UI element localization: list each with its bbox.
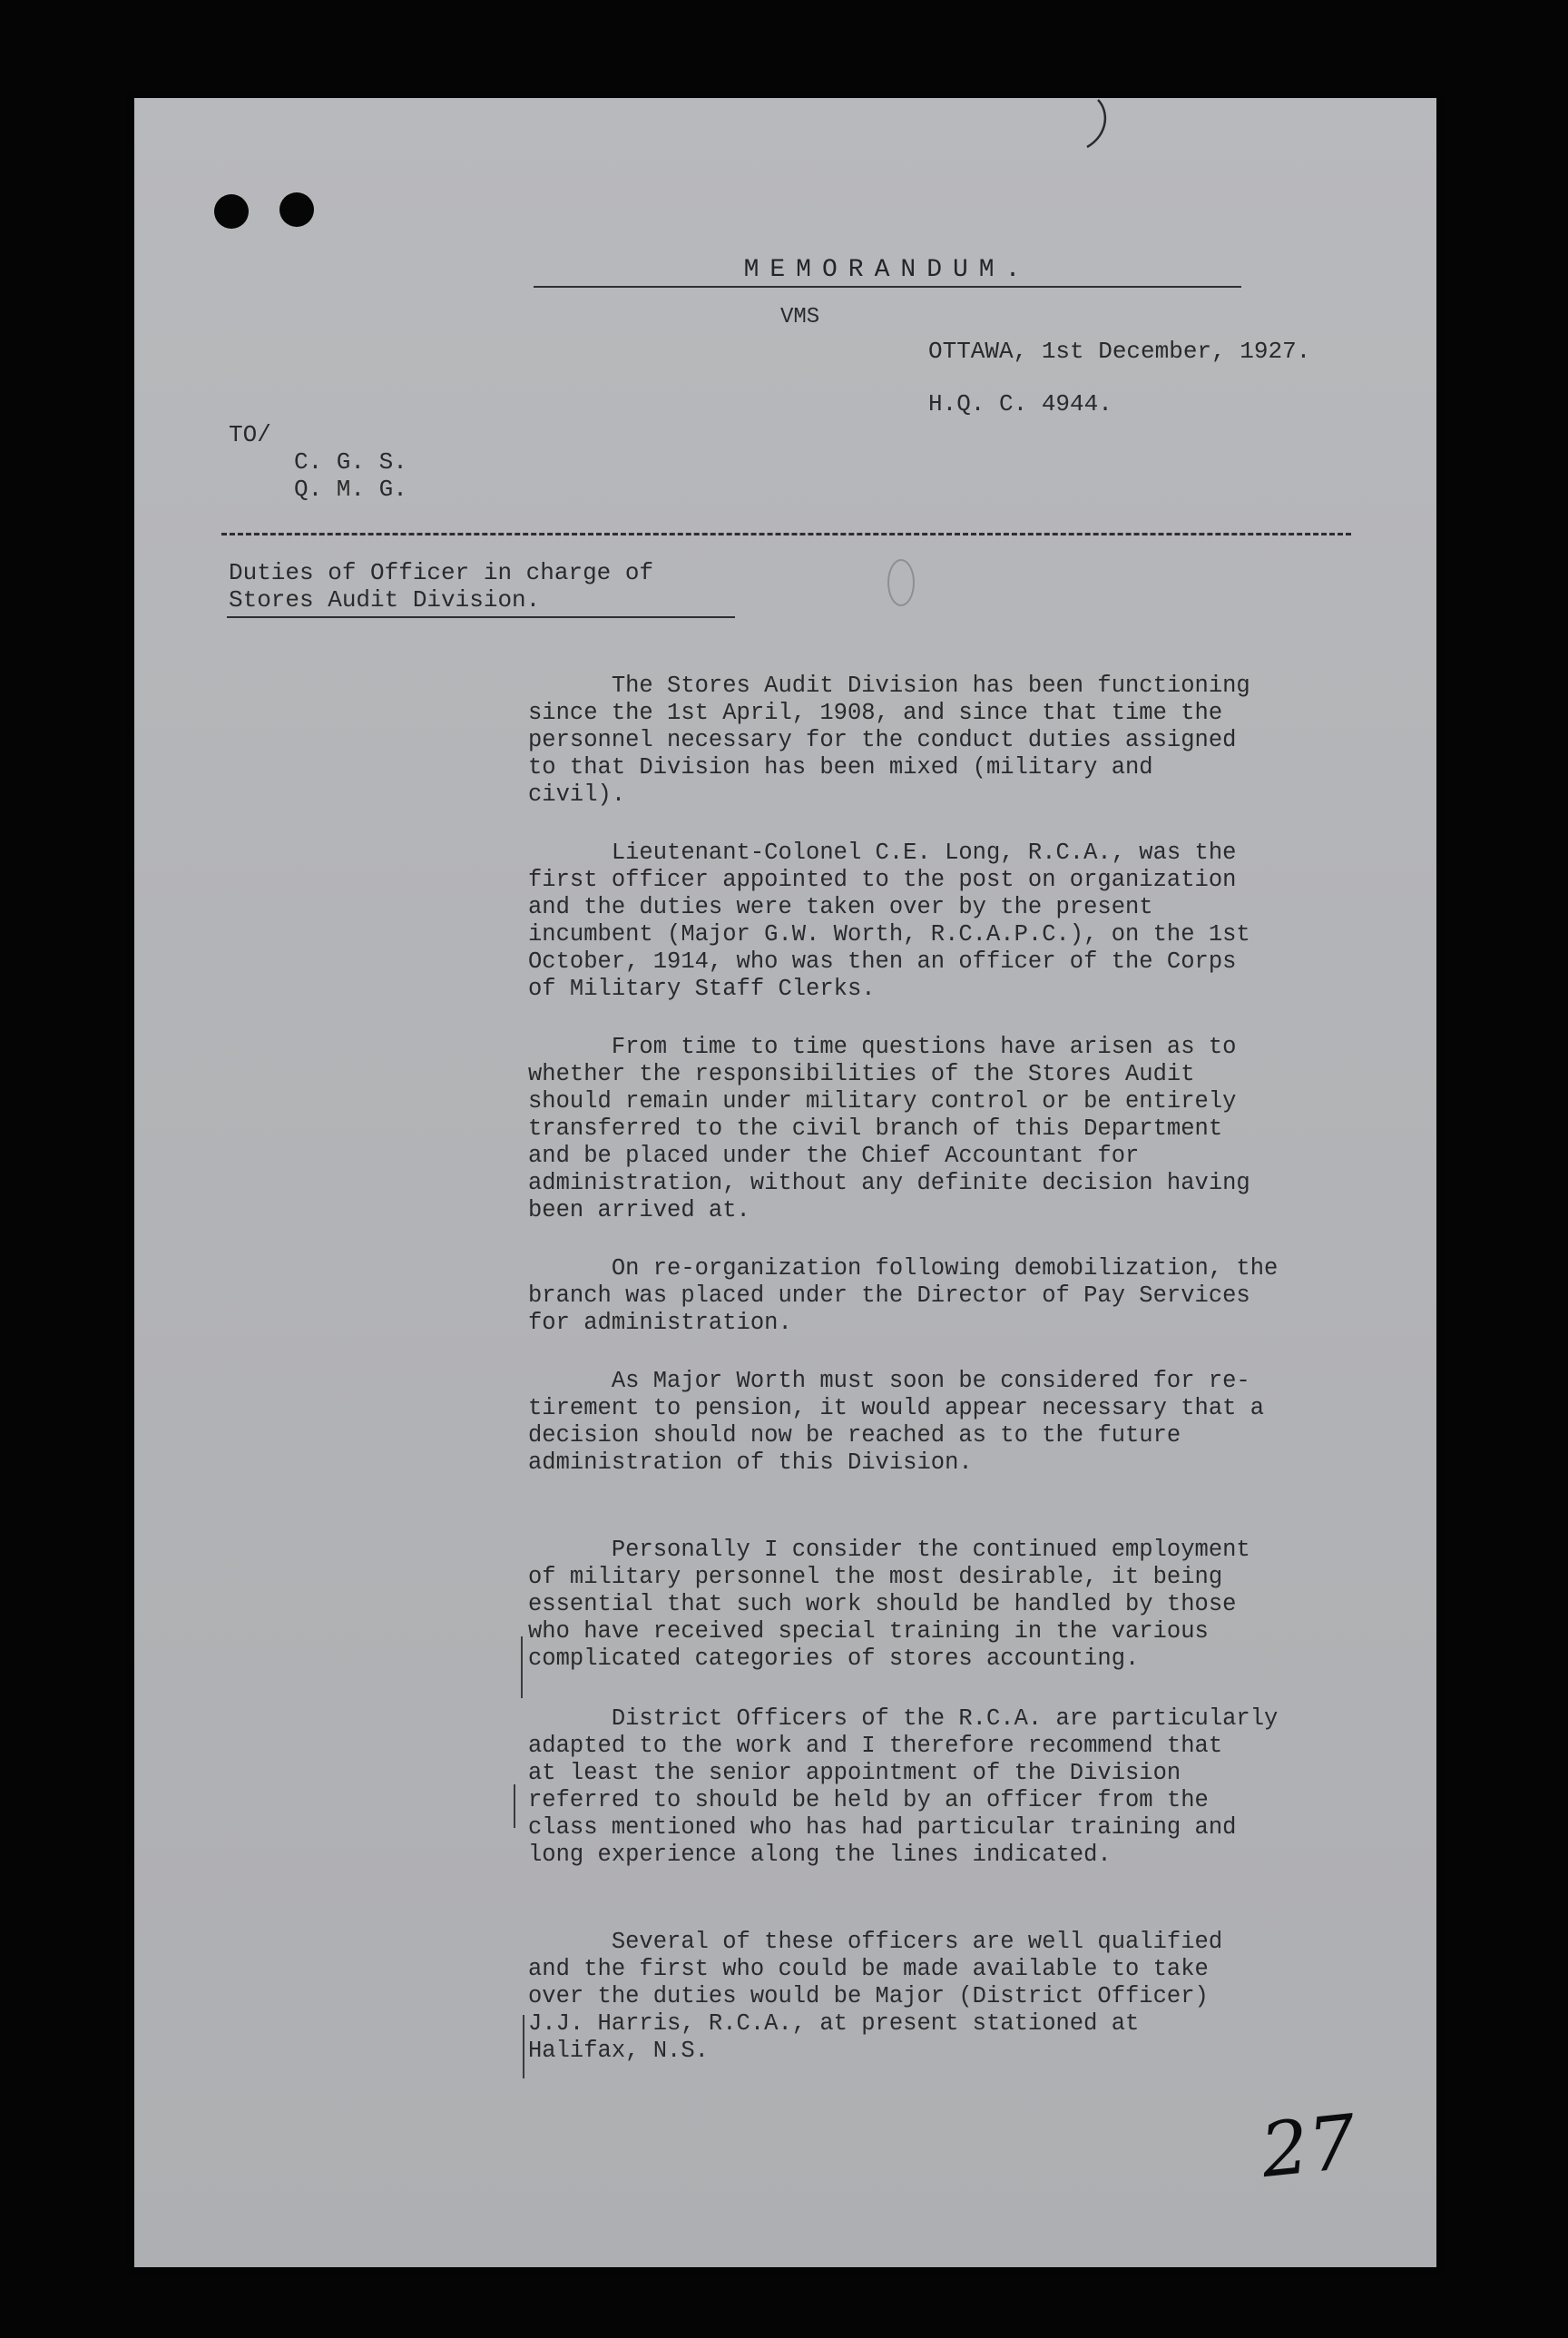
punch-hole	[279, 192, 314, 227]
body-paragraph: Lieutenant-Colonel C.E. Long, R.C.A., was the first officer appointed to the post on organization and the duties were taken over by the present incumbent (Major G.W. Worth, R.C.A.P.C.), on the 1st October, 1914, who was then an officer of the Corps of Military Staff Clerks.	[528, 840, 1250, 1002]
body-paragraph: From time to time questions have arisen as to whether the responsibilities of the Stores Audit should remain under military control or be entirely transferred to the civil branch of this Department and be placed under the Chief Accountant for administration, without any definite decision having been arrived at.	[528, 1034, 1250, 1223]
body-paragraph: Personally I consider the continued employment of military personnel the most desirable, it being essential that such work should be handled by those who have received special training in the various complicated categories of stores accounting.	[528, 1537, 1250, 1672]
pencil-mark	[1078, 98, 1132, 152]
typist-initials: VMS	[780, 305, 820, 329]
memo-page	[134, 98, 1436, 2267]
margin-mark	[523, 2015, 524, 2078]
body-paragraph: The Stores Audit Division has been functioning since the 1st April, 1908, and since that time the personnel necessary for the conduct duties assigned to that Division has been mixed (military and civil).	[528, 673, 1250, 808]
recipient: Q. M. G.	[294, 476, 407, 503]
file-reference: H.Q. C. 4944.	[928, 390, 1112, 418]
subject-line: Duties of Officer in charge of Stores Audit Division.	[229, 559, 654, 614]
place-date: OTTAWA, 1st December, 1927.	[928, 338, 1311, 365]
punch-hole	[214, 194, 249, 229]
pencil-circle-mark	[887, 559, 915, 606]
memo-heading: MEMORANDUM.	[743, 256, 1032, 284]
body-paragraph: District Officers of the R.C.A. are particularly adapted to the work and I therefore recommend that at least the senior appointment of the Division referred to should be held by an officer from the class mentioned who has had particular training and long experience along the lines indicated.	[528, 1705, 1279, 1868]
divider	[221, 533, 1351, 535]
body-paragraph: On re-organization following demobilization, the branch was placed under the Director of Pay Services for administration.	[528, 1255, 1279, 1336]
body-paragraph: Several of these officers are well qualified and the first who could be made available to take over the duties would be Major (District Officer) J.J. Harris, R.C.A., at present stationed at Halifax, N.S.	[528, 1929, 1223, 2064]
recipient: C. G. S.	[294, 448, 407, 476]
margin-mark	[514, 1784, 515, 1828]
margin-mark	[521, 1636, 523, 1698]
to-label: TO/	[229, 421, 271, 448]
folio-number: 27	[1257, 2098, 1361, 2196]
subject-underline	[227, 616, 735, 618]
heading-underline	[534, 286, 1241, 288]
body-paragraph: As Major Worth must soon be considered for re- tirement to pension, it would appear necessary that a decision should now be reached as to the future administration of this Division.	[528, 1368, 1265, 1476]
